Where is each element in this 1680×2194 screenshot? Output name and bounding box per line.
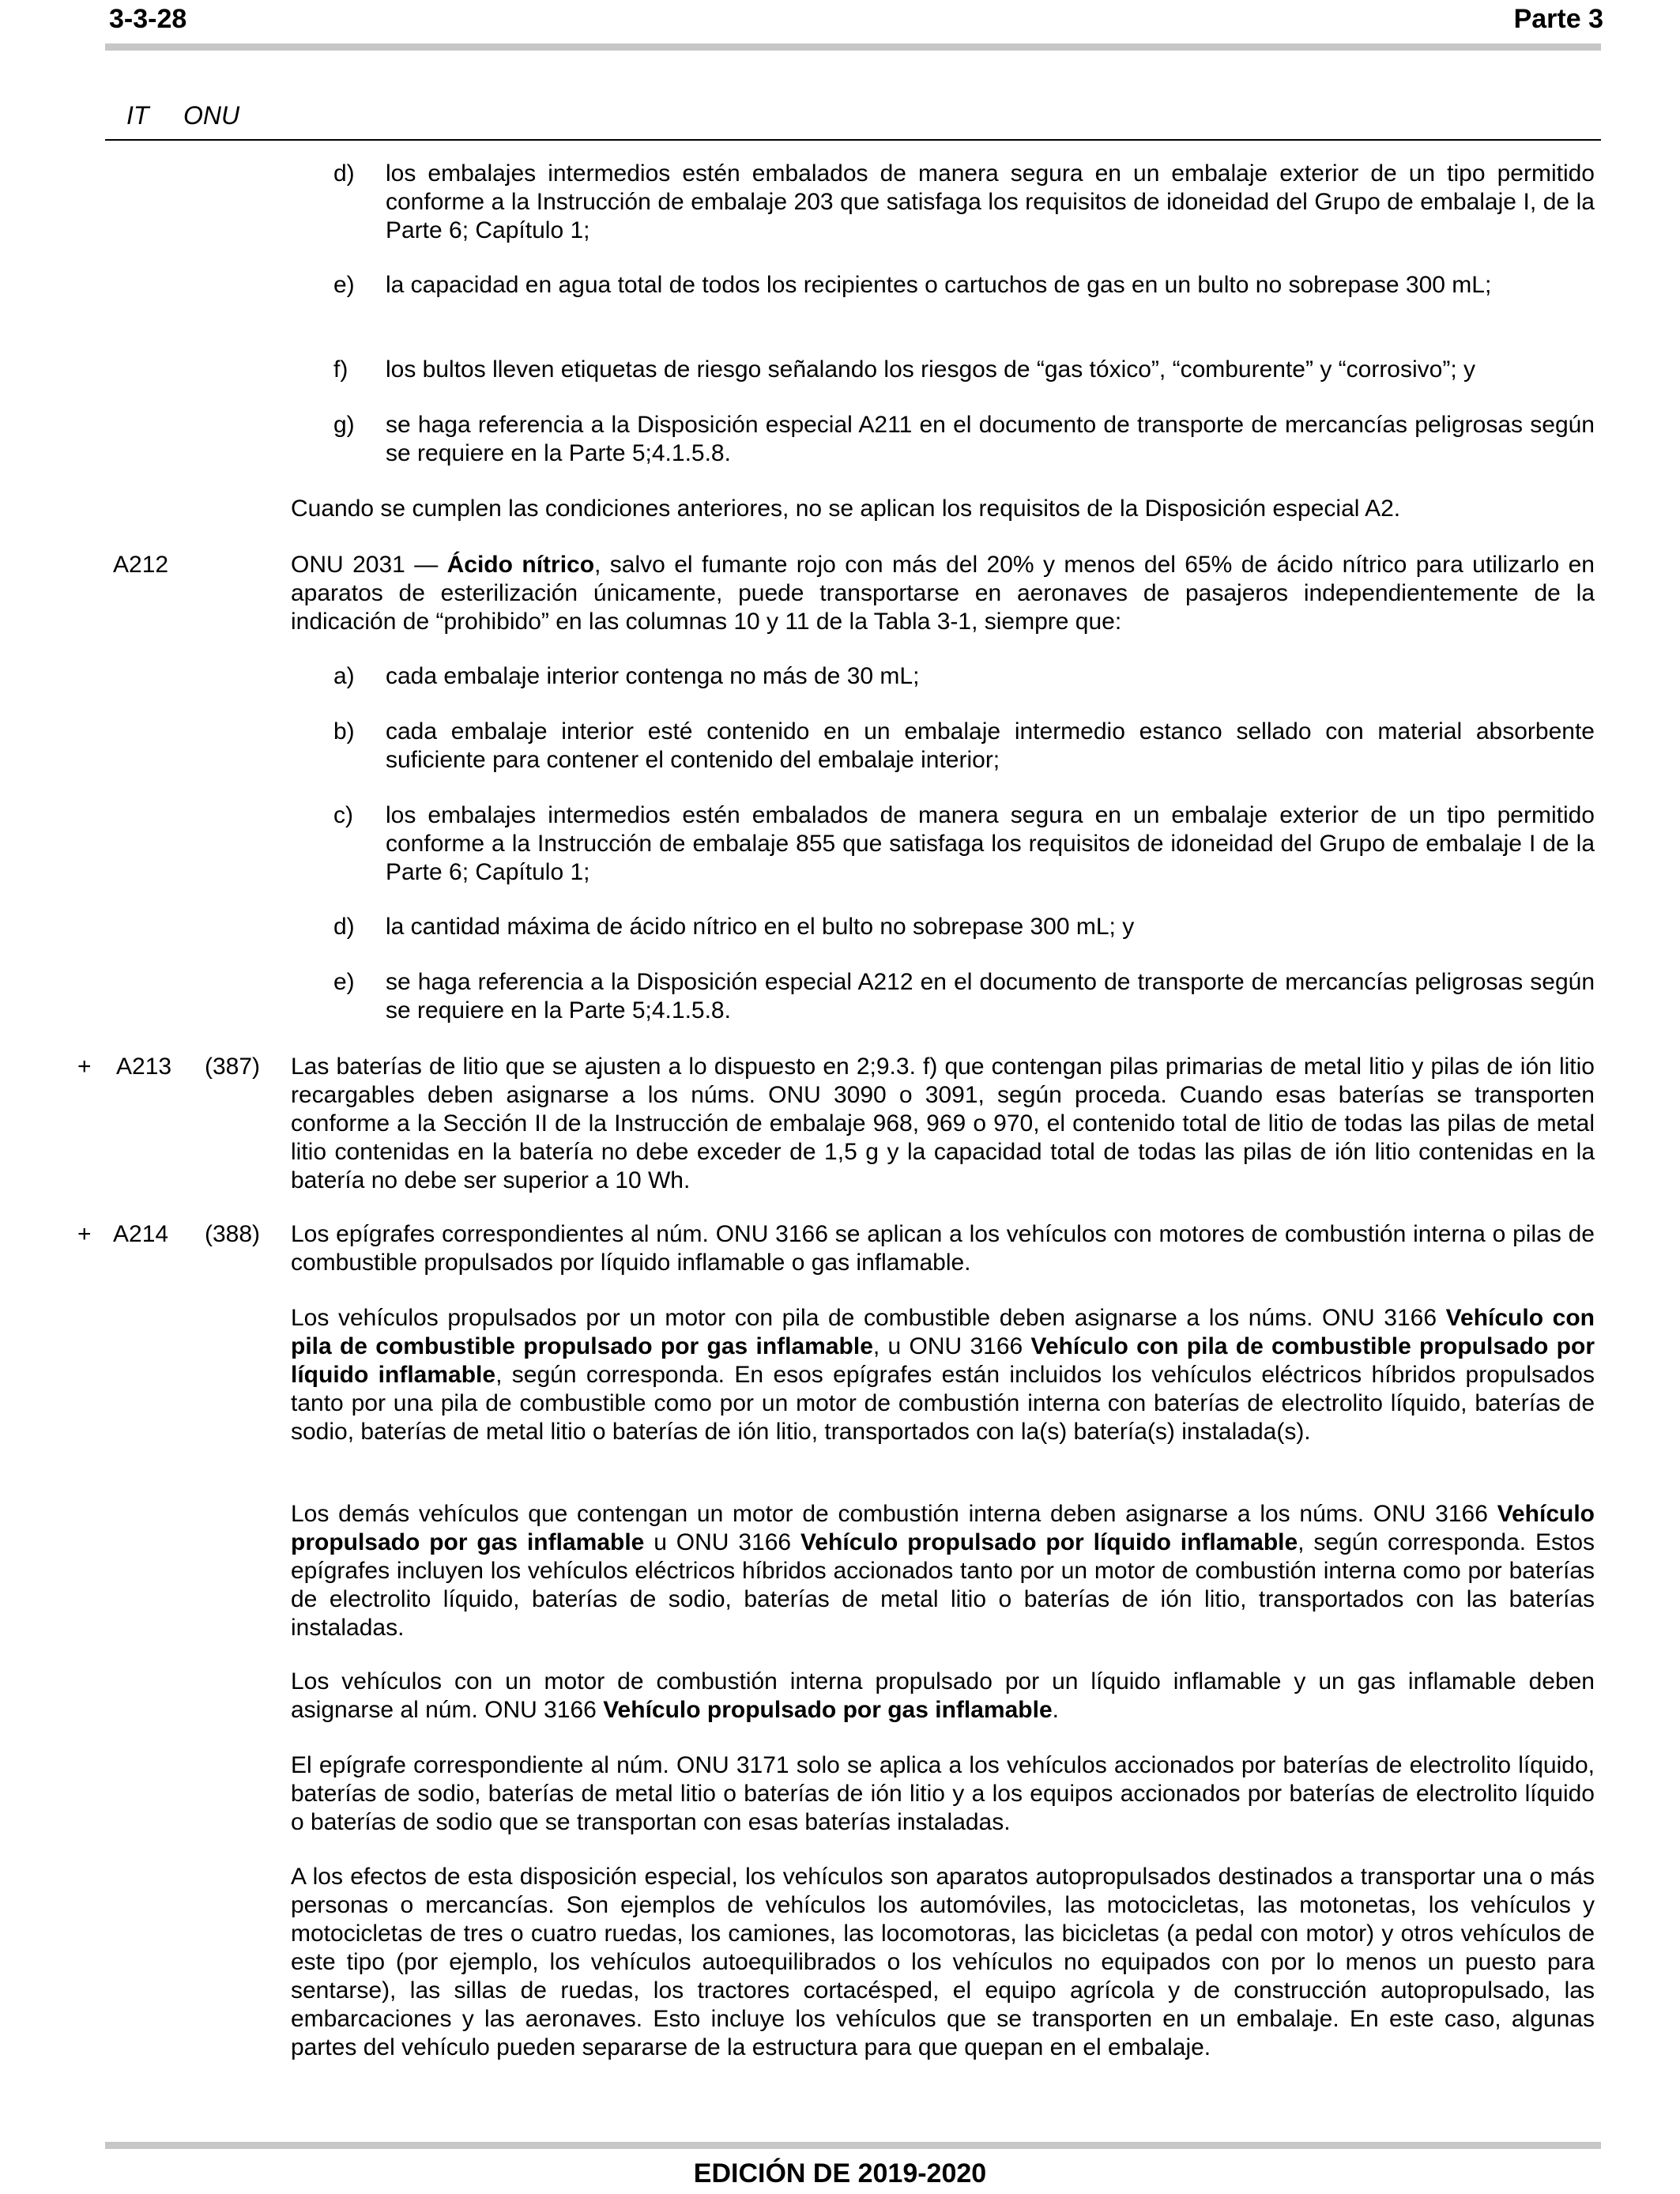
item-text: los embalajes intermedios estén embalados de manera segura en un embalaje exterior de un tipo permitido conforme a la Instrucción de embalaje 203 que satisfaga los requisitos de idoneidad del Grupo de embalaje I, de la Parte 6; Capítulo 1; bbox=[386, 160, 1595, 243]
item-text: los bultos lleven etiquetas de riesgo señalando los riesgos de “gas tóxico”, “comburente” y “corrosivo”; y bbox=[386, 356, 1476, 383]
provision-code: A213 bbox=[116, 1054, 172, 1080]
column-it: IT bbox=[126, 101, 149, 130]
a213-text: Las baterías de litio que se ajusten a lo dispuesto en 2;9.3. f) que contengan pilas primarias de metal litio y pilas de ión litio recargables deben asignarse a los núms. ONU 3090 o 3091, según proceda. Cuando esas baterías se transporten conforme a la Sección II de la Instrucción de embalaje 968, 969 o 970, el contenido total de litio de todas las pilas de metal litio contenidas en la batería no debe exceder de 1,5 g y la capacidad total de todas las pilas de ión litio contenidas en la batería no debe ser superior a 10 Wh. bbox=[291, 1054, 1595, 1193]
a212-substance: Ácido nítrico bbox=[446, 552, 595, 578]
provision-code: A212 bbox=[113, 552, 169, 578]
item-letter: b) bbox=[333, 718, 355, 745]
a214-paragraph-6: A los efectos de esta disposición especial, los vehículos son aparatos autopropulsados destinados a transportar una o más personas o mercancías. Son ejemplos de vehículos los automóviles, las motocicletas, las motonetas, los vehículos y motocicletas de tres o cuatro ruedas, los camiones, las locomotoras, las bicicletas (a pedal con motor) y otros vehículos de este tipo (por ejemplo, los vehículos autoequilibrados o los vehículos no equipados con por lo menos un puesto para sentarse), las sillas de ruedas, los tractores cortacésped, el equipo agrícola y de construcción autopropulsado, las embarcaciones y las aeronaves. Esto incluye los vehículos que se transporten en un embalaje. En este caso, algunas partes del vehículo pueden separarse de la estructura para que quepan en el embalaje. bbox=[291, 1864, 1595, 2060]
item-text: la capacidad en agua total de todos los recipientes o cartuchos de gas en un bulto no sobrepase 300 mL; bbox=[386, 272, 1492, 298]
page-number: 3-3-28 bbox=[109, 4, 187, 34]
a214-paragraph-5: El epígrafe correspondiente al núm. ONU 3171 solo se aplica a los vehículos accionados por baterías de electrolito líquido, baterías de sodio, baterías de metal litio o baterías de ión litio y a los equipos accionados por baterías de electrolito líquido o baterías de sodio que se transportan con esas baterías instaladas. bbox=[291, 1752, 1595, 1835]
item-text: la cantidad máxima de ácido nítrico en el bulto no sobrepase 300 mL; y bbox=[386, 914, 1135, 940]
column-onu: ONU bbox=[183, 101, 240, 130]
item-letter: d) bbox=[333, 914, 355, 940]
part-label: Parte 3 bbox=[1513, 4, 1603, 34]
a212-intro: ONU 2031 — Ácido nítrico, salvo el fumante rojo con más del 20% y menos del 65% de ácido nítrico para utilizarlo en aparatos de esterilización únicamente, puede transportarse en aeronaves de pasajeros independientemente de la indicación de “prohibido” en las columnas 10 y 11 de la Tabla 3-1, siempre que: bbox=[291, 552, 1595, 635]
item-letter: c) bbox=[333, 802, 353, 828]
list-item bbox=[333, 913, 1595, 941]
list-item bbox=[333, 968, 1595, 1025]
a211-closing: Cuando se cumplen las condiciones anteriores, no se aplican los requisitos de la Disposición especial A2. bbox=[291, 496, 1401, 522]
list-item bbox=[333, 718, 1595, 775]
change-mark: + bbox=[77, 1054, 92, 1080]
a214-paragraph-1: Los epígrafes correspondientes al núm. ONU 3166 se aplican a los vehículos con motores de combustión interna o pilas de combustible propulsados por líquido inflamable o gas inflamable. bbox=[291, 1221, 1595, 1276]
item-letter: a) bbox=[333, 663, 355, 689]
list-item bbox=[333, 411, 1595, 468]
item-letter: f) bbox=[333, 356, 348, 383]
provision-code: A214 bbox=[113, 1221, 169, 1247]
header-rule bbox=[105, 43, 1601, 51]
edition-label: EDICIÓN DE 2019-2020 bbox=[693, 2158, 987, 2188]
list-item bbox=[333, 801, 1595, 887]
item-letter: d) bbox=[333, 160, 355, 187]
list-item bbox=[333, 356, 1595, 384]
list-item bbox=[333, 160, 1595, 245]
a214-paragraph-2: Los vehículos propulsados por un motor con pila de combustible deben asignarse a los núms. ONU 3166 Vehículo con pila de combustible propulsado por gas inflamable, u ONU 3166 Vehículo con pila de combustible propulsado por líquido inflamable, según corresponda. En esos epígrafes están incluidos los vehículos eléctricos híbridos propulsados tanto por una pila de combustible como por un motor de combustión interna con baterías de electrolito líquido, baterías de sodio, baterías de metal litio o baterías de ión litio, transportados con la(s) batería(s) instalada(s). bbox=[291, 1305, 1595, 1445]
footer-rule bbox=[105, 2142, 1601, 2149]
a214-paragraph-4: Los vehículos con un motor de combustión interna propulsado por un líquido inflamable y un gas inflamable deben asignarse al núm. ONU 3166 Vehículo propulsado por gas inflamable. bbox=[291, 1668, 1595, 1723]
un-model-reference: (387) bbox=[205, 1054, 261, 1080]
list-item bbox=[333, 271, 1595, 300]
item-text: cada embalaje interior esté contenido en un embalaje intermedio estanco sellado con material absorbente suficiente para contener el contenido del embalaje interior; bbox=[386, 718, 1595, 773]
item-text: se haga referencia a la Disposición especial A211 en el documento de transporte de mercancías peligrosas según se requiere en la Parte 5;4.1.5.8. bbox=[386, 412, 1595, 466]
item-letter: e) bbox=[333, 969, 355, 995]
un-model-reference: (388) bbox=[205, 1221, 261, 1247]
item-letter: g) bbox=[333, 412, 355, 438]
item-text: cada embalaje interior contenga no más de 30 mL; bbox=[386, 663, 920, 689]
a214-paragraph-3: Los demás vehículos que contengan un motor de combustión interna deben asignarse a los núms. ONU 3166 Vehículo propulsado por gas inflamable u ONU 3166 Vehículo propulsado por líquido inflamable, según corresponda. Estos epígrafes incluyen los vehículos eléctricos híbridos accionados tanto por un motor de combustión interna como por baterías de electrolito líquido, baterías de sodio, baterías de metal litio o baterías de ión litio, transportados con las baterías instaladas. bbox=[291, 1501, 1595, 1641]
item-text: se haga referencia a la Disposición especial A212 en el documento de transporte de mercancías peligrosas según se requiere en la Parte 5;4.1.5.8. bbox=[386, 969, 1595, 1023]
column-header-rule bbox=[105, 139, 1601, 141]
change-mark: + bbox=[77, 1221, 92, 1247]
item-text: los embalajes intermedios estén embalados de manera segura en un embalaje exterior de un tipo permitido conforme a la Instrucción de embalaje 855 que satisfaga los requisitos de idoneidad del Grupo de embalaje I de la Parte 6; Capítulo 1; bbox=[386, 802, 1595, 885]
item-letter: e) bbox=[333, 272, 355, 298]
list-item bbox=[333, 662, 1595, 691]
